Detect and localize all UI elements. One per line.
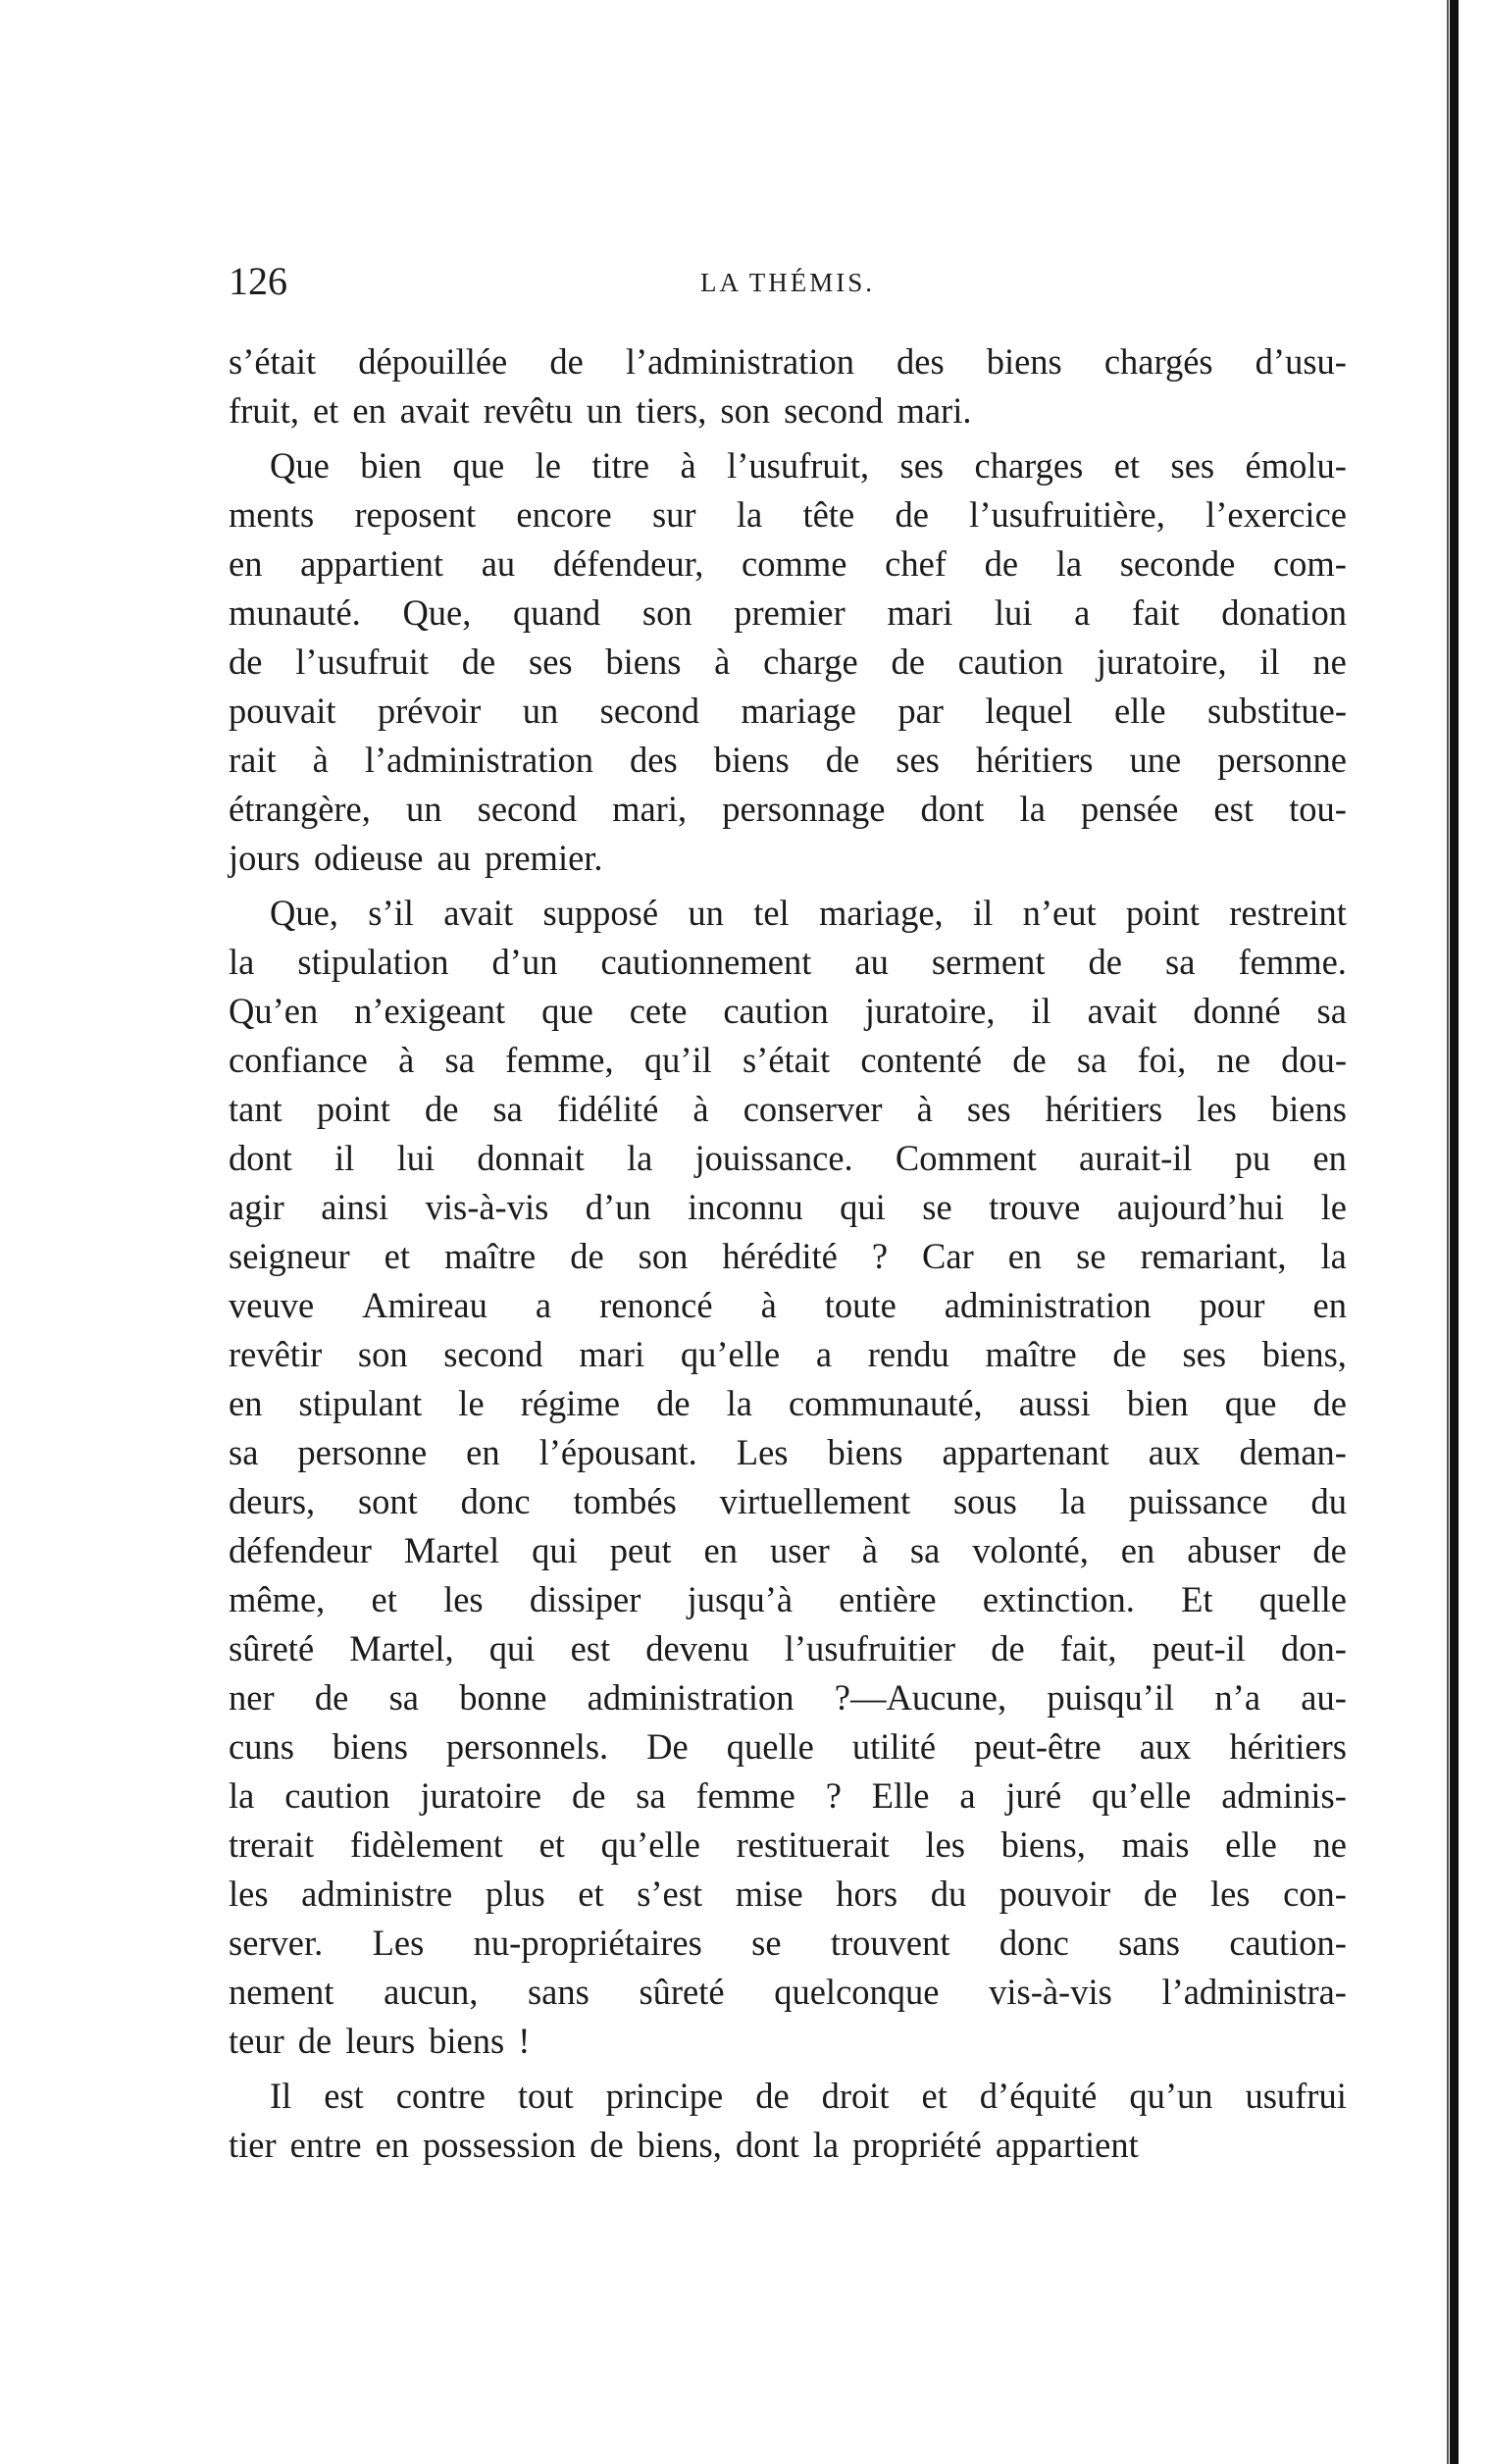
text-line: rait à l’administration des biens de ses héritiers une personne xyxy=(229,740,1347,780)
text-line: en appartient au défendeur, comme chef de la seconde com- xyxy=(229,543,1347,584)
text-line: la caution juratoire de sa femme ? Elle a juré qu’elle adminis- xyxy=(229,1775,1347,1816)
text-line: cuns biens personnels. De quelle utilité peut-être aux héritiers xyxy=(229,1726,1347,1767)
paragraph xyxy=(229,337,1347,436)
text-line: s’était dépouillée de l’administration des biens chargés d’usu- xyxy=(229,341,1347,382)
body-text xyxy=(229,337,1347,2170)
text-line: fruit, et en avait revêtu un tiers, son second mari. xyxy=(229,390,972,431)
paragraph xyxy=(229,441,1347,883)
page-edge-shadow xyxy=(1450,0,1459,2464)
text-line: tier entre en possession de biens, dont la propriété appartient xyxy=(229,2125,1139,2165)
page-number: 126 xyxy=(229,259,287,303)
text-line: étrangère, un second mari, personnage dont la pensée est tou- xyxy=(229,789,1347,829)
text-line: trerait fidèlement et qu’elle restituerait les biens, mais elle ne xyxy=(229,1824,1347,1865)
text-line: jours odieuse au premier. xyxy=(229,838,603,878)
text-line: Que, s’il avait supposé un tel mariage, il n’eut point restreint xyxy=(270,893,1347,933)
text-line: nement aucun, sans sûreté quelconque vis-à-vis l’administra- xyxy=(229,1972,1347,2012)
page-edge-line xyxy=(1447,0,1449,2464)
text-line: veuve Amireau a renoncé à toute administration pour en xyxy=(229,1285,1347,1325)
text-line: teur de leurs biens ! xyxy=(229,2021,531,2061)
text-line: de l’usufruit de ses biens à charge de caution juratoire, il ne xyxy=(229,642,1347,682)
text-line: la stipulation d’un cautionnement au serment de sa femme. xyxy=(229,942,1347,982)
text-line: Il est contre tout principe de droit et d’équité qu’un usufrui xyxy=(270,2076,1347,2116)
text-line: en stipulant le régime de la communauté, aussi bien que de xyxy=(229,1383,1347,1423)
text-line: Qu’en n’exigeant que cete caution juratoire, il avait donné sa xyxy=(229,991,1347,1031)
text-line: seigneur et maître de son hérédité ? Car en se remariant, la xyxy=(229,1236,1347,1276)
text-line: server. Les nu-propriétaires se trouvent donc sans caution- xyxy=(229,1923,1347,1963)
text-line: deurs, sont donc tombés virtuellement sous la puissance du xyxy=(229,1481,1347,1521)
text-line: munauté. Que, quand son premier mari lui a fait donation xyxy=(229,592,1347,633)
text-line: les administre plus et s’est mise hors du pouvoir de les con- xyxy=(229,1874,1347,1914)
text-line: revêtir son second mari qu’elle a rendu maître de ses biens, xyxy=(229,1334,1347,1374)
text-line: agir ainsi vis-à-vis d’un inconnu qui se trouve aujourd’hui le xyxy=(229,1187,1347,1227)
text-line: Que bien que le titre à l’usufruit, ses charges et ses émolu- xyxy=(270,445,1347,486)
text-line: dont il lui donnait la jouissance. Comment aurait-il pu en xyxy=(229,1138,1347,1178)
text-line: pouvait prévoir un second mariage par lequel elle substitue- xyxy=(229,691,1347,731)
running-title: LA THÉMIS. xyxy=(699,268,875,297)
text-line: ner de sa bonne administration ?—Aucune, puisqu’il n’a au- xyxy=(229,1677,1347,1718)
paragraph xyxy=(229,2072,1347,2170)
page-header xyxy=(229,257,1347,306)
text-line: même, et les dissiper jusqu’à entière extinction. Et quelle xyxy=(229,1579,1347,1619)
paragraph xyxy=(229,889,1347,2066)
text-line: ments reposent encore sur la tête de l’usufruitière, l’exercice xyxy=(229,494,1347,535)
text-line: confiance à sa femme, qu’il s’était contenté de sa foi, ne dou- xyxy=(229,1040,1347,1080)
text-line: sûreté Martel, qui est devenu l’usufruitier de fait, peut-il don- xyxy=(229,1628,1347,1668)
text-line: défendeur Martel qui peut en user à sa volonté, en abuser de xyxy=(229,1530,1347,1570)
text-line: sa personne en l’épousant. Les biens appartenant aux deman- xyxy=(229,1432,1347,1472)
text-line: tant point de sa fidélité à conserver à ses héritiers les biens xyxy=(229,1089,1347,1129)
